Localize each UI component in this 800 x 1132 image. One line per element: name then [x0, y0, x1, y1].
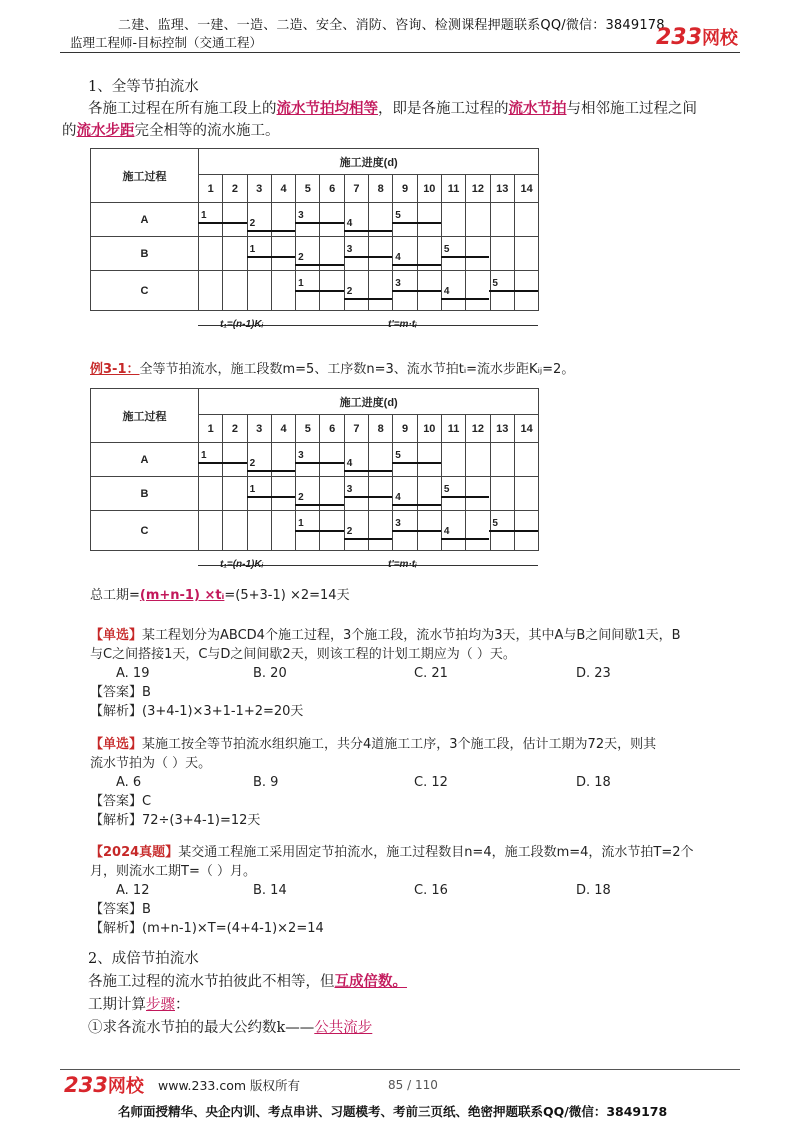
- day-cell: 10: [417, 415, 441, 443]
- gantt-bar: [295, 290, 344, 292]
- highlight-term: 互成倍数。: [334, 973, 407, 990]
- gantt-bar: [392, 222, 441, 224]
- segment-number: 3: [346, 484, 353, 495]
- gantt-bar: [344, 496, 393, 498]
- day-cell: 8: [369, 415, 393, 443]
- segment-number: 5: [492, 518, 498, 529]
- highlight-term: 流水节拍均相等: [276, 100, 378, 117]
- schedule-cell: [199, 511, 223, 551]
- schedule-cell: [417, 443, 441, 477]
- gantt-bar: [295, 504, 344, 506]
- segment-number: 5: [443, 244, 450, 255]
- text-run: 各施工过程在所有施工段上的: [88, 101, 277, 117]
- gantt-bar: [198, 222, 247, 224]
- schedule-cell: [199, 271, 223, 311]
- schedule-cell: [271, 477, 295, 511]
- day-cell: 8: [369, 175, 393, 203]
- schedule-cell: [271, 511, 295, 551]
- section2-paragraph: [88, 971, 407, 993]
- highlight-term: 公共流步: [314, 1020, 373, 1036]
- gantt-bar: [344, 298, 393, 300]
- option-c: C. 16: [414, 883, 448, 898]
- gantt-bar: [489, 290, 538, 292]
- q2-line2: 流水节拍为（ ）天。: [90, 756, 212, 771]
- schedule-cell: [514, 203, 539, 237]
- section-title-2: 2、成倍节拍流水: [88, 951, 199, 967]
- schedule-cell: [490, 237, 514, 271]
- day-cell: 7: [344, 415, 368, 443]
- day-cell: 1: [199, 175, 223, 203]
- gantt-bar: [295, 530, 344, 532]
- day-cell: 3: [247, 415, 271, 443]
- section1-paragraph-line1: [88, 98, 697, 120]
- schedule-cell: [247, 271, 271, 311]
- option-a: A. 19: [116, 666, 150, 681]
- schedule-cell: [466, 477, 490, 511]
- day-cell: 3: [247, 175, 271, 203]
- gantt-bar: [441, 496, 490, 498]
- day-cell: 14: [514, 415, 539, 443]
- schedule-cell: [441, 203, 465, 237]
- q3-analysis: 【解析】(m+n-1)×T=(4+4-1)×2=14: [90, 921, 324, 936]
- q3-answer: 【答案】B: [90, 902, 151, 917]
- day-cell: 11: [441, 415, 465, 443]
- process-label: C: [91, 511, 199, 551]
- gantt-bar: [392, 504, 441, 506]
- brand-logo: [656, 24, 738, 50]
- segment-number: 2: [249, 218, 256, 229]
- gantt-bar: [441, 256, 490, 258]
- gantt-bar: [392, 530, 441, 532]
- schedule-cell: [223, 511, 247, 551]
- gantt-bar: [247, 470, 296, 472]
- q1-line1: [90, 626, 681, 645]
- logo-number: 233: [656, 25, 702, 50]
- option-c: C. 21: [414, 666, 448, 681]
- day-cell: 10: [417, 175, 441, 203]
- highlight-term: 流水步距: [76, 122, 135, 139]
- day-cell: 5: [296, 415, 320, 443]
- gantt-bar: [247, 496, 296, 498]
- schedule-cell: [490, 443, 514, 477]
- segment-number: 5: [395, 450, 401, 461]
- schedule-cell: [199, 237, 223, 271]
- day-cell: 11: [441, 175, 465, 203]
- footer-site: www.233.com 版权所有: [158, 1078, 300, 1093]
- segment-number: 3: [298, 450, 304, 461]
- gantt-bar: [247, 256, 296, 258]
- segment-number: 1: [201, 210, 207, 221]
- example-label: 例3-1：: [90, 362, 140, 377]
- highlight-formula: (m+n-1) ×tᵢ: [139, 588, 225, 603]
- gantt-bar: [295, 264, 344, 266]
- section1-paragraph-line2: [62, 120, 280, 142]
- q1-answer: 【答案】B: [90, 685, 151, 700]
- segment-number: 5: [492, 278, 498, 289]
- gantt-bar: [441, 538, 490, 540]
- text-run: 工期计算: [88, 997, 146, 1013]
- q2-analysis: 【解析】72÷(3+4-1)=12天: [90, 813, 261, 828]
- day-cell: 12: [466, 175, 490, 203]
- schedule-cell: [490, 203, 514, 237]
- q2-answer: 【答案】C: [90, 794, 152, 809]
- schedule-cell: [490, 477, 514, 511]
- day-cell: 2: [223, 415, 247, 443]
- segment-number: 1: [201, 450, 207, 461]
- gantt-bar: [392, 264, 441, 266]
- schedule-cell: [223, 237, 247, 271]
- segment-number: 3: [395, 278, 401, 289]
- schedule-cell: [369, 511, 393, 551]
- segment-number: 1: [249, 244, 256, 255]
- example-line: [90, 360, 574, 379]
- gantt-bar: [392, 290, 441, 292]
- schedule-cell: [514, 237, 539, 271]
- schedule-cell: [369, 271, 393, 311]
- text-run: 完全相等的流水施工。: [134, 123, 280, 139]
- gantt-bar: [295, 462, 344, 464]
- day-cell: 13: [490, 175, 514, 203]
- duration-annotation: [198, 318, 538, 332]
- segment-number: 3: [298, 210, 304, 221]
- option-a: A. 6: [116, 775, 142, 790]
- formula-right: t'=m·tᵢ: [388, 319, 417, 330]
- schedule-cell: [223, 271, 247, 311]
- text-run: 总工期=: [90, 588, 140, 603]
- schedule-cell: [466, 271, 490, 311]
- schedule-cell: [223, 203, 247, 237]
- schedule-cell: [466, 511, 490, 551]
- gantt-bar: [344, 538, 393, 540]
- schedule-cell: [320, 443, 344, 477]
- segment-number: 2: [346, 526, 353, 537]
- segment-number: 4: [443, 526, 450, 537]
- formula-left: t₁=(n-1)Kᵢ: [220, 559, 264, 570]
- question-tag: 【2024真题】: [90, 845, 179, 860]
- option-b: B. 14: [253, 883, 287, 898]
- schedule-cell: [466, 443, 490, 477]
- logo-chinese: 网校: [701, 28, 738, 49]
- text-run: 与相邻施工过程之间: [566, 101, 697, 117]
- option-d: D. 18: [576, 775, 611, 790]
- section-title-1: 1、全等节拍流水: [88, 79, 199, 95]
- process-label: C: [91, 271, 199, 311]
- schedule-cell: [247, 511, 271, 551]
- text-run: ：: [175, 997, 190, 1013]
- schedule-cell: [514, 443, 539, 477]
- schedule-cell: [199, 477, 223, 511]
- day-cell: 6: [320, 415, 344, 443]
- schedule-cell: [514, 477, 539, 511]
- schedule-cell: [271, 271, 295, 311]
- total-duration: [90, 586, 350, 605]
- segment-number: 2: [298, 492, 304, 503]
- schedule-cell: [369, 237, 393, 271]
- gantt-bar: [344, 470, 393, 472]
- footer-banner-text: 名师面授精华、央企内训、考点串讲、习题模考、考前三页纸、绝密押题联系QQ/微信：3849178: [118, 1104, 668, 1119]
- segment-number: 1: [298, 278, 304, 289]
- day-cell: 14: [514, 175, 539, 203]
- segment-number: 3: [395, 518, 401, 529]
- text-run: 的: [62, 123, 77, 139]
- option-c: C. 12: [414, 775, 448, 790]
- segment-number: 4: [395, 492, 401, 503]
- process-label: A: [91, 443, 199, 477]
- text-run: 各施工过程的流水节拍彼此不相等，但: [88, 974, 335, 990]
- day-cell: 4: [271, 175, 295, 203]
- example-text: 全等节拍流水，施工段数m=5、工序数n=3、流水节拍tᵢ=流水步距Kᵢⱼ=2。: [139, 362, 575, 377]
- gantt-bar: [441, 298, 490, 300]
- segment-number: 4: [346, 218, 353, 229]
- question-text: 某交通工程施工采用固定节拍流水，施工过程数目n=4，施工段数m=4，流水节拍T=2个: [178, 845, 694, 860]
- dimension-line: [298, 565, 538, 566]
- header-divider: [60, 52, 740, 53]
- steps-heading: [88, 994, 190, 1016]
- schedule-cell: [466, 203, 490, 237]
- segment-number: 2: [298, 252, 304, 263]
- option-b: B. 20: [253, 666, 287, 681]
- schedule-table-2: [90, 388, 540, 578]
- formula-left: t₁=(n-1)Kᵢ: [220, 319, 264, 330]
- day-cell: 5: [296, 175, 320, 203]
- day-cell: 12: [466, 415, 490, 443]
- text-run: ，即是各施工过程的: [378, 101, 509, 117]
- segment-number: 4: [346, 458, 353, 469]
- highlight-term: 步骤: [146, 997, 175, 1013]
- day-cell: 1: [199, 415, 223, 443]
- schedule-cell: [417, 203, 441, 237]
- highlight-term: 流水节拍: [508, 100, 567, 117]
- gantt-bar: [392, 462, 441, 464]
- process-label: A: [91, 203, 199, 237]
- option-b: B. 9: [253, 775, 279, 790]
- segment-number: 1: [249, 484, 256, 495]
- gantt-bar: [198, 462, 247, 464]
- schedule-table-1: [90, 148, 540, 338]
- gantt-bar: [247, 230, 296, 232]
- page-number: 85 / 110: [388, 1078, 438, 1092]
- question-tag: 【单选】: [90, 628, 143, 643]
- progress-header: 施工进度(d): [199, 389, 539, 415]
- segment-number: 4: [443, 286, 450, 297]
- segment-number: 2: [346, 286, 353, 297]
- segment-number: 5: [443, 484, 450, 495]
- process-header: 施工过程: [91, 389, 199, 443]
- option-a: A. 12: [116, 883, 150, 898]
- process-label: B: [91, 477, 199, 511]
- day-cell: 13: [490, 415, 514, 443]
- segment-number: 3: [346, 244, 353, 255]
- segment-number: 2: [249, 458, 256, 469]
- segment-number: 4: [395, 252, 401, 263]
- segment-number: 5: [395, 210, 401, 221]
- text-run: =(5+3-1) ×2=14天: [224, 588, 350, 603]
- logo-chinese: 网校: [107, 1076, 144, 1097]
- schedule-cell: [441, 443, 465, 477]
- option-d: D. 18: [576, 883, 611, 898]
- gantt-bar: [489, 530, 538, 532]
- q3-line1: [90, 843, 694, 862]
- footer-logo: [64, 1072, 144, 1098]
- gantt-bar: [344, 230, 393, 232]
- day-cell: 2: [223, 175, 247, 203]
- logo-number: 233: [64, 1073, 108, 1097]
- process-header: 施工过程: [91, 149, 199, 203]
- schedule-cell: [271, 237, 295, 271]
- gantt-bar: [295, 222, 344, 224]
- day-cell: 9: [393, 175, 417, 203]
- day-cell: 7: [344, 175, 368, 203]
- step-1: [88, 1017, 372, 1039]
- text-run: ①求各流水节拍的最大公约数k——: [88, 1020, 315, 1036]
- schedule-cell: [223, 477, 247, 511]
- progress-header: 施工进度(d): [199, 149, 539, 175]
- footer-divider: [60, 1069, 740, 1070]
- document-subtitle: 监理工程师-目标控制（交通工程）: [70, 35, 263, 50]
- schedule-cell: [466, 237, 490, 271]
- day-cell: 6: [320, 175, 344, 203]
- day-cell: 4: [271, 415, 295, 443]
- q3-line2: 月，则流水工期T=（ ）月。: [90, 864, 256, 879]
- question-text: 某工程划分为ABCD4个施工过程，3个施工段，流水节拍均为3天，其中A与B之间间歇1天，B: [142, 628, 681, 643]
- question-tag: 【单选】: [90, 737, 143, 752]
- day-cell: 9: [393, 415, 417, 443]
- schedule-cell: [223, 443, 247, 477]
- q1-line2: 与C之间搭接1天，C与D之间间歇2天，则该工程的计划工期应为（ ）天。: [90, 647, 516, 662]
- schedule-cell: [369, 477, 393, 511]
- gantt-bar: [344, 256, 393, 258]
- q2-line1: [90, 735, 656, 754]
- option-d: D. 23: [576, 666, 611, 681]
- process-label: B: [91, 237, 199, 271]
- dimension-line: [298, 325, 538, 326]
- header-banner-text: 二建、监理、一建、一造、二造、安全、消防、咨询、检测课程押题联系QQ/微信：3849178: [118, 18, 665, 33]
- q1-analysis: 【解析】(3+4-1)×3+1-1+2=20天: [90, 704, 304, 719]
- formula-right: t'=m·tᵢ: [388, 559, 417, 570]
- segment-number: 1: [298, 518, 304, 529]
- question-text: 某施工按全等节拍流水组织施工，共分4道施工工序，3个施工段，估计工期为72天，则其: [142, 737, 657, 752]
- schedule-cell: [320, 203, 344, 237]
- duration-annotation: [198, 558, 538, 572]
